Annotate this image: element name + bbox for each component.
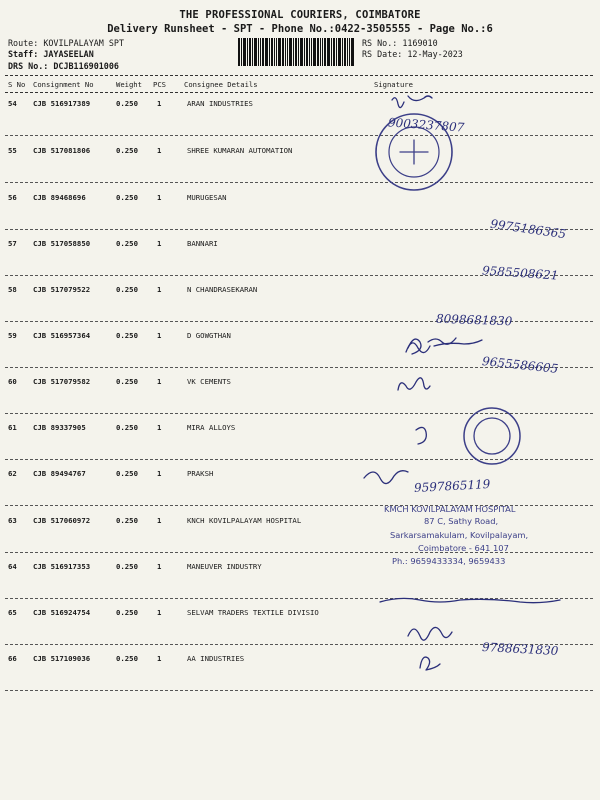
- signature-62: [364, 471, 408, 484]
- col-weight: Weight: [116, 80, 142, 89]
- runsheet-subtitle: Delivery Runsheet - SPT - Phone No.:0422-3505555 - Page No.:6: [107, 23, 493, 35]
- row-56-consignment: CJB 89468696: [33, 193, 86, 202]
- row-59-pcs: 1: [157, 331, 162, 340]
- row-54-weight: 0.250: [116, 99, 138, 108]
- header-bottom-rule: [5, 92, 593, 93]
- row-65-sno: 65: [8, 608, 17, 617]
- row-61-weight: 0.250: [116, 423, 138, 432]
- col-consignment: Consignment No: [33, 80, 94, 89]
- row-54-sno: 54: [8, 99, 17, 108]
- row-55-sno: 55: [8, 146, 17, 155]
- row-65-weight: 0.250: [116, 608, 138, 617]
- col-sno: S No: [8, 80, 26, 89]
- row-57-weight: 0.250: [116, 239, 138, 248]
- row-58-weight: 0.250: [116, 285, 138, 294]
- row-divider: [5, 135, 593, 136]
- staff-value: JAYASEELAN: [43, 49, 94, 59]
- row-57-sno: 57: [8, 239, 17, 248]
- handwritten-phone-62: 9597865119: [413, 477, 491, 495]
- route-line: [8, 38, 124, 48]
- row-59-consignee: D GOWGTHAN: [187, 331, 231, 340]
- row-64-consignee: MANEUVER INDUSTRY: [187, 562, 262, 571]
- row-divider: [5, 459, 593, 460]
- row-66-consignment: CJB 517109036: [33, 654, 91, 663]
- stamp-line-4: Coimbatore - 641 107: [418, 543, 509, 553]
- handwritten-phone-66: 9788631830: [481, 640, 559, 658]
- signature-65: [380, 598, 560, 602]
- row-58-consignment: CJB 517079522: [33, 285, 91, 294]
- stamp-line-5: Ph.: 9659433334, 9659433: [392, 556, 506, 566]
- row-62-consignee: PRAKSH: [187, 469, 214, 478]
- handwritten-phone-57: 9585508621: [481, 263, 559, 283]
- row-63-consignment: CJB 517060972: [33, 516, 91, 525]
- row-57-consignee: BANNARI: [187, 239, 218, 248]
- signature-area: [360, 90, 600, 710]
- row-61-pcs: 1: [157, 423, 162, 432]
- row-58-consignee: N CHANDRASEKARAN: [187, 285, 258, 294]
- row-61-consignee: MIRA ALLOYS: [187, 423, 236, 432]
- row-55-consignment: CJB 517081806: [33, 146, 91, 155]
- row-64-sno: 64: [8, 562, 17, 571]
- signature-54: [392, 96, 432, 108]
- handwritten-phone-59: 9655586605: [481, 354, 559, 376]
- row-62-sno: 62: [8, 469, 17, 478]
- handwritten-phone-54: 9003237807: [387, 115, 465, 135]
- signature-66a: [408, 627, 452, 640]
- row-divider: [5, 598, 593, 599]
- row-66-sno: 66: [8, 654, 17, 663]
- row-63-weight: 0.250: [116, 516, 138, 525]
- row-65-consignment: CJB 516924754: [33, 608, 91, 617]
- row-63-pcs: 1: [157, 516, 162, 525]
- row-55-consignee: SHREE KUMARAN AUTOMATION: [187, 146, 293, 155]
- company-title: THE PROFESSIONAL COURIERS, COIMBATORE: [179, 9, 421, 21]
- drs-label: DRS No.:: [8, 61, 49, 71]
- header-top-rule: [5, 75, 593, 76]
- row-66-pcs: 1: [157, 654, 162, 663]
- signature-59: [406, 340, 482, 353]
- row-59-sno: 59: [8, 331, 17, 340]
- row-60-weight: 0.250: [116, 377, 138, 386]
- row-64-pcs: 1: [157, 562, 162, 571]
- staff-label: Staff:: [8, 49, 39, 59]
- row-66-weight: 0.250: [116, 654, 138, 663]
- route-value: KOVILPALAYAM SPT: [43, 38, 124, 48]
- staff-line: [8, 49, 94, 59]
- row-62-pcs: 1: [157, 469, 162, 478]
- rs-date-line: [362, 49, 463, 59]
- signature-61: [416, 427, 426, 444]
- row-60-consignee: VK CEMENTS: [187, 377, 231, 386]
- row-61-consignment: CJB 89337905: [33, 423, 86, 432]
- col-consignee: Consignee Details: [184, 80, 258, 89]
- row-divider: [5, 413, 593, 414]
- row-60-pcs: 1: [157, 377, 162, 386]
- row-56-pcs: 1: [157, 193, 162, 202]
- row-63-sno: 63: [8, 516, 17, 525]
- row-divider: [5, 690, 593, 691]
- signature-58: [408, 338, 456, 354]
- row-54-consignee: ARAN INDUSTRIES: [187, 99, 253, 108]
- row-66-consignee: AA INDUSTRIES: [187, 654, 245, 663]
- row-56-consignee: MURUGESAN: [187, 193, 227, 202]
- row-56-weight: 0.250: [116, 193, 138, 202]
- barcode: [238, 38, 354, 66]
- stamp-line-2: 87 C, Sathy Road,: [424, 516, 499, 526]
- row-58-sno: 58: [8, 285, 17, 294]
- row-54-consignment: CJB 516917389: [33, 99, 91, 108]
- row-56-sno: 56: [8, 193, 17, 202]
- rs-date-label: RS Date:: [362, 49, 403, 59]
- row-54-pcs: 1: [157, 99, 162, 108]
- col-signature: Signature: [374, 80, 413, 89]
- row-59-weight: 0.250: [116, 331, 138, 340]
- stamp-line-1: KMCH KOVILPALAYAM HOSPITAL: [384, 504, 516, 514]
- drs-line: [8, 61, 119, 71]
- row-64-weight: 0.250: [116, 562, 138, 571]
- handwritten-phone-56: 9975186365: [489, 216, 567, 242]
- row-divider: [5, 182, 593, 183]
- signature-66b: [420, 657, 440, 670]
- row-64-consignment: CJB 516917353: [33, 562, 91, 571]
- row-60-consignment: CJB 517079582: [33, 377, 91, 386]
- signature-60: [398, 378, 430, 390]
- row-58-pcs: 1: [157, 285, 162, 294]
- row-62-consignment: CJB 89494767: [33, 469, 86, 478]
- rs-no-label: RS No.:: [362, 38, 398, 48]
- row-65-pcs: 1: [157, 608, 162, 617]
- col-pcs: PCS: [153, 80, 166, 89]
- row-61-sno: 61: [8, 423, 17, 432]
- row-55-pcs: 1: [157, 146, 162, 155]
- row-57-consignment: CJB 517058850: [33, 239, 91, 248]
- stamp-mira: [464, 408, 520, 464]
- row-59-consignment: CJB 516957364: [33, 331, 91, 340]
- row-57-pcs: 1: [157, 239, 162, 248]
- route-label: Route:: [8, 38, 39, 48]
- rs-date-value: 12-May-2023: [407, 49, 463, 59]
- rs-no-value: 1169010: [402, 38, 438, 48]
- row-65-consignee: SELVAM TRADERS TEXTILE DIVISIO: [187, 608, 319, 617]
- row-60-sno: 60: [8, 377, 17, 386]
- rs-no-line: [362, 38, 438, 48]
- handwritten-phone-58: 8098681830: [435, 311, 513, 329]
- row-55-weight: 0.250: [116, 146, 138, 155]
- row-62-weight: 0.250: [116, 469, 138, 478]
- stamp-line-3: Sarkarsamakulam, Kovilpalayam,: [390, 530, 529, 540]
- drs-value: DCJB116901006: [53, 61, 119, 71]
- row-63-consignee: KNCH KOVILPALAYAM HOSPITAL: [187, 516, 302, 525]
